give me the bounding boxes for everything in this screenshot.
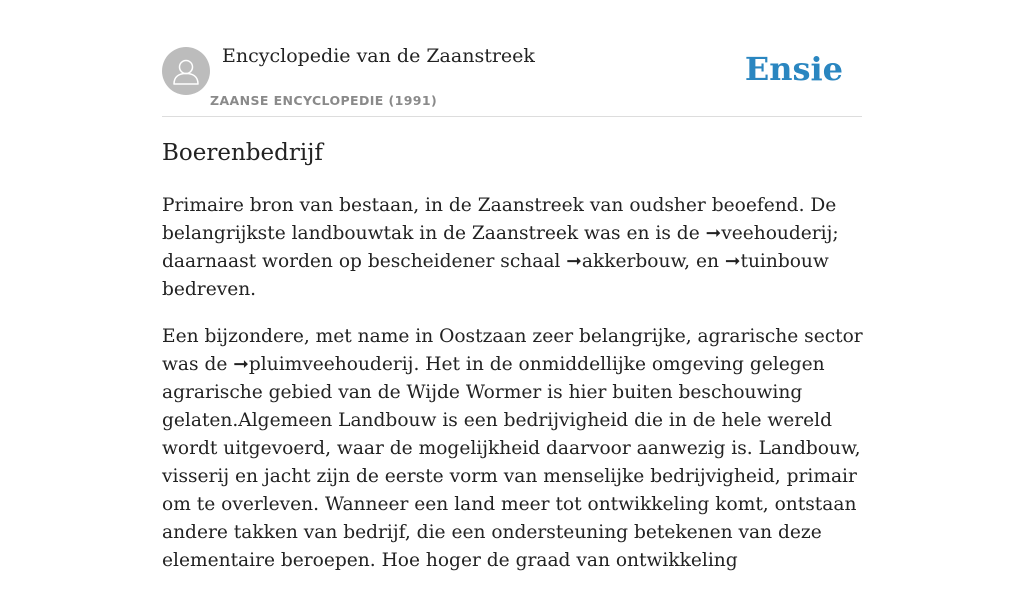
page-container	[162, 0, 863, 571]
user-avatar-icon[interactable]	[162, 47, 210, 95]
source-title-link[interactable]: Encyclopedie van de Zaanstreek	[222, 45, 535, 67]
arrow-right-icon: ➞	[724, 251, 741, 272]
paragraph-2-text-b: . Het in de onmiddellijke omgeving gelegen agrarische gebied van de Wijde Wormer is hier buiten beschouwing gelaten.Algemeen Landbouw is een bedrijvigheid die in de hele wereld wordt uitgevoerd, waar de mogelijkheid daarvoor aanwezig is. Landbouw, visserij en jacht zijn de eerste vorm van menselijke bedrijvigheid, primair om te overleven. Wanneer een land meer tot ontwikkeling komt, ontstaan andere takken van bedrijf, die een ondersteuning betekenen van deze elementaire beroepen. Hoe hoger de graad van ontwikkeling	[162, 354, 861, 571]
link-akkerbouw-label: akkerbouw	[581, 251, 685, 272]
paragraph-1-text-d: bedreven.	[162, 279, 257, 300]
paragraph-2	[162, 323, 868, 575]
link-tuinbouw-label: tuinbouw	[740, 251, 829, 272]
entry-body	[162, 192, 868, 594]
entry-header	[162, 0, 862, 117]
paragraph-1-text-a: Primaire bron van bestaan, in de Zaanstreek van oudsher beoefend. De belangrijkste landbouwtak in de Zaanstreek was en is de	[162, 195, 837, 244]
link-veehouderij[interactable]	[706, 223, 833, 244]
link-akkerbouw[interactable]	[566, 251, 684, 272]
source-subtitle: ZAANSE ENCYCLOPEDIE (1991)	[210, 93, 438, 108]
paragraph-1-text-b: ; daarnaast worden op bescheidener schaal	[162, 223, 839, 272]
paragraph-1	[162, 192, 868, 304]
paragraph-1-text-c: , en	[684, 251, 725, 272]
entry-title: Boerenbedrijf	[162, 140, 323, 166]
paragraph-2-text-a: Een bijzondere, met name in Oostzaan zeer belangrijke, agrarische sector was de	[162, 326, 863, 375]
arrow-right-icon: ➞	[566, 251, 582, 272]
link-veehouderij-label: veehouderij	[721, 223, 833, 244]
link-tuinbouw[interactable]	[725, 251, 829, 272]
link-pluimveehouderij[interactable]	[233, 354, 413, 375]
arrow-right-icon: ➞	[705, 223, 722, 244]
ensie-logo[interactable]: Ensie	[744, 50, 843, 88]
link-pluimveehouderij-label: pluimveehouderij	[248, 354, 414, 375]
arrow-right-icon: ➞	[233, 354, 249, 375]
